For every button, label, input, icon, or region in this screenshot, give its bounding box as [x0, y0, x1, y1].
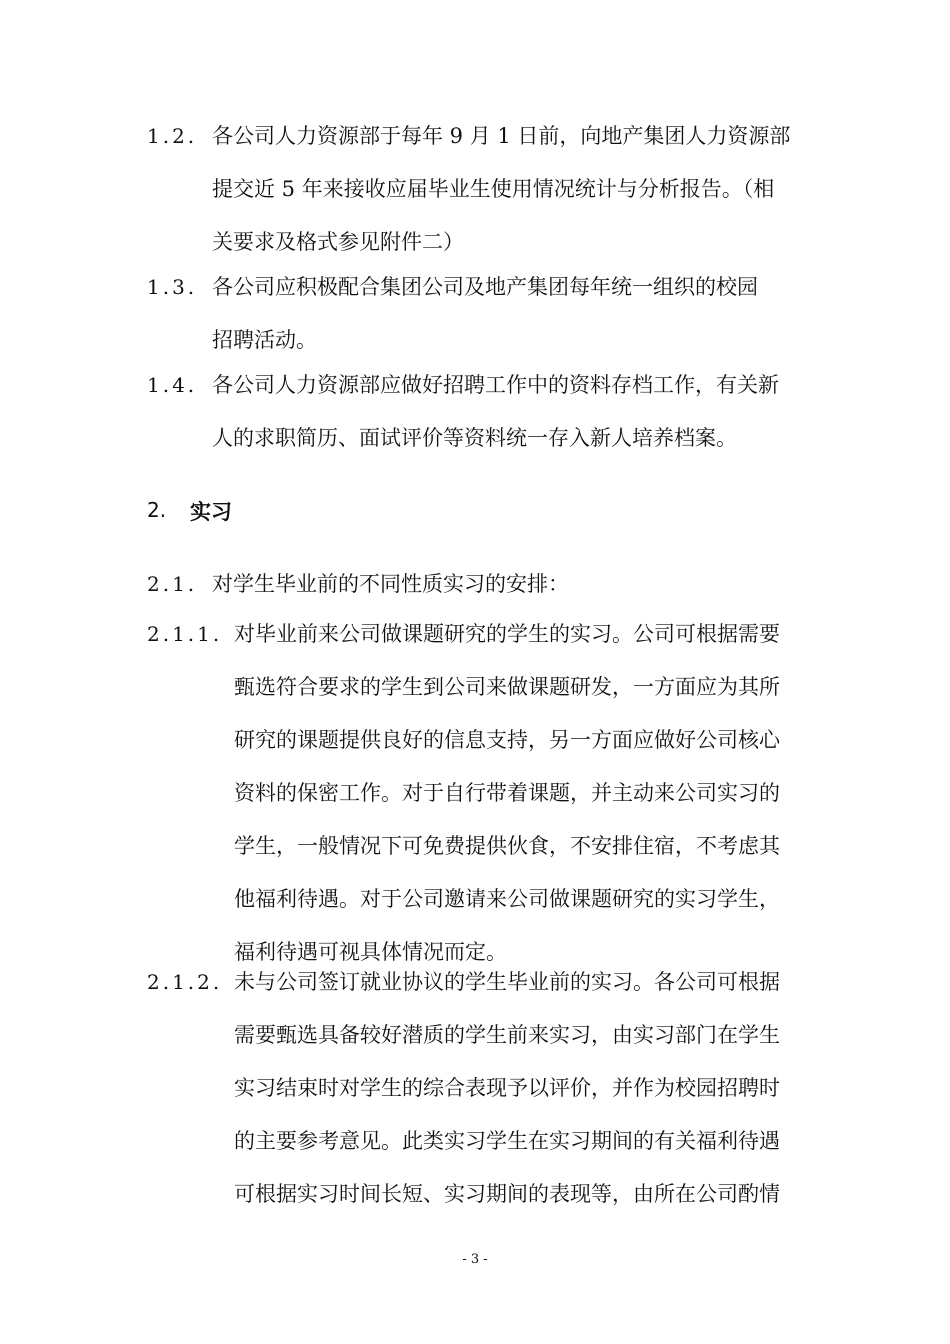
- clause-number: 2.1.2.: [147, 970, 223, 994]
- clause-text: [234, 608, 780, 979]
- text-line: 对学生毕业前的不同性质实习的安排：: [212, 572, 569, 596]
- text-line: 需要甄选具备较好潜质的学生前来实习，由实习部门在学生: [234, 1023, 780, 1047]
- clause-number: 1.4.: [147, 373, 198, 397]
- clause-text: [234, 956, 780, 1221]
- clause-number: 1.3.: [147, 275, 198, 299]
- text-line: 各公司人力资源部应做好招聘工作中的资料存档工作，有关新: [212, 373, 779, 397]
- text-line: 学生，一般情况下可免费提供伙食，不安排住宿，不考虑其: [234, 834, 780, 858]
- text-line: 各公司人力资源部于每年 9 月 1 日前，向地产集团人力资源部: [212, 124, 791, 148]
- text-line: 福利待遇可视具体情况而定。: [234, 940, 507, 964]
- clause-number: 2.1.: [147, 572, 198, 596]
- text-line: 对毕业前来公司做课题研究的学生的实习。公司可根据需要: [234, 622, 780, 646]
- text-line: 各公司应积极配合集团公司及地产集团每年统一组织的校园: [212, 275, 758, 299]
- text-line: 资料的保密工作。对于自行带着课题，并主动来公司实习的: [234, 781, 780, 805]
- page-number: - 3 -: [462, 1252, 488, 1267]
- text-line: 的主要参考意见。此类实习学生在实习期间的有关福利待遇: [234, 1129, 780, 1153]
- clause-text: [212, 110, 790, 269]
- clause-number: 1.2.: [147, 124, 198, 148]
- section-title: 实习: [190, 500, 232, 524]
- text-line: 可根据实习时间长短、实习期间的表现等，由所在公司酌情: [234, 1182, 780, 1206]
- clause-text: [212, 558, 569, 611]
- text-line: 提交近 5 年来接收应届毕业生使用情况统计与分析报告。（相: [212, 177, 775, 201]
- text-line: 实习结束时对学生的综合表现予以评价，并作为校园招聘时: [234, 1076, 780, 1100]
- text-line: 研究的课题提供良好的信息支持，另一方面应做好公司核心: [234, 728, 780, 752]
- text-line: 他福利待遇。对于公司邀请来公司做课题研究的实习学生，: [234, 887, 780, 911]
- section-number: 2.: [147, 498, 167, 522]
- text-line: 人的求职简历、面试评价等资料统一存入新人培养档案。: [212, 426, 737, 450]
- clause-number: 2.1.1.: [147, 622, 223, 646]
- text-line: 甄选符合要求的学生到公司来做课题研发，一方面应为其所: [234, 675, 780, 699]
- clause-text: [212, 359, 779, 465]
- text-line: 招聘活动。: [212, 328, 317, 352]
- text-line: 未与公司签订就业协议的学生毕业前的实习。各公司可根据: [234, 970, 780, 994]
- clause-text: [212, 261, 758, 367]
- text-line: 关要求及格式参见附件二）: [212, 230, 464, 254]
